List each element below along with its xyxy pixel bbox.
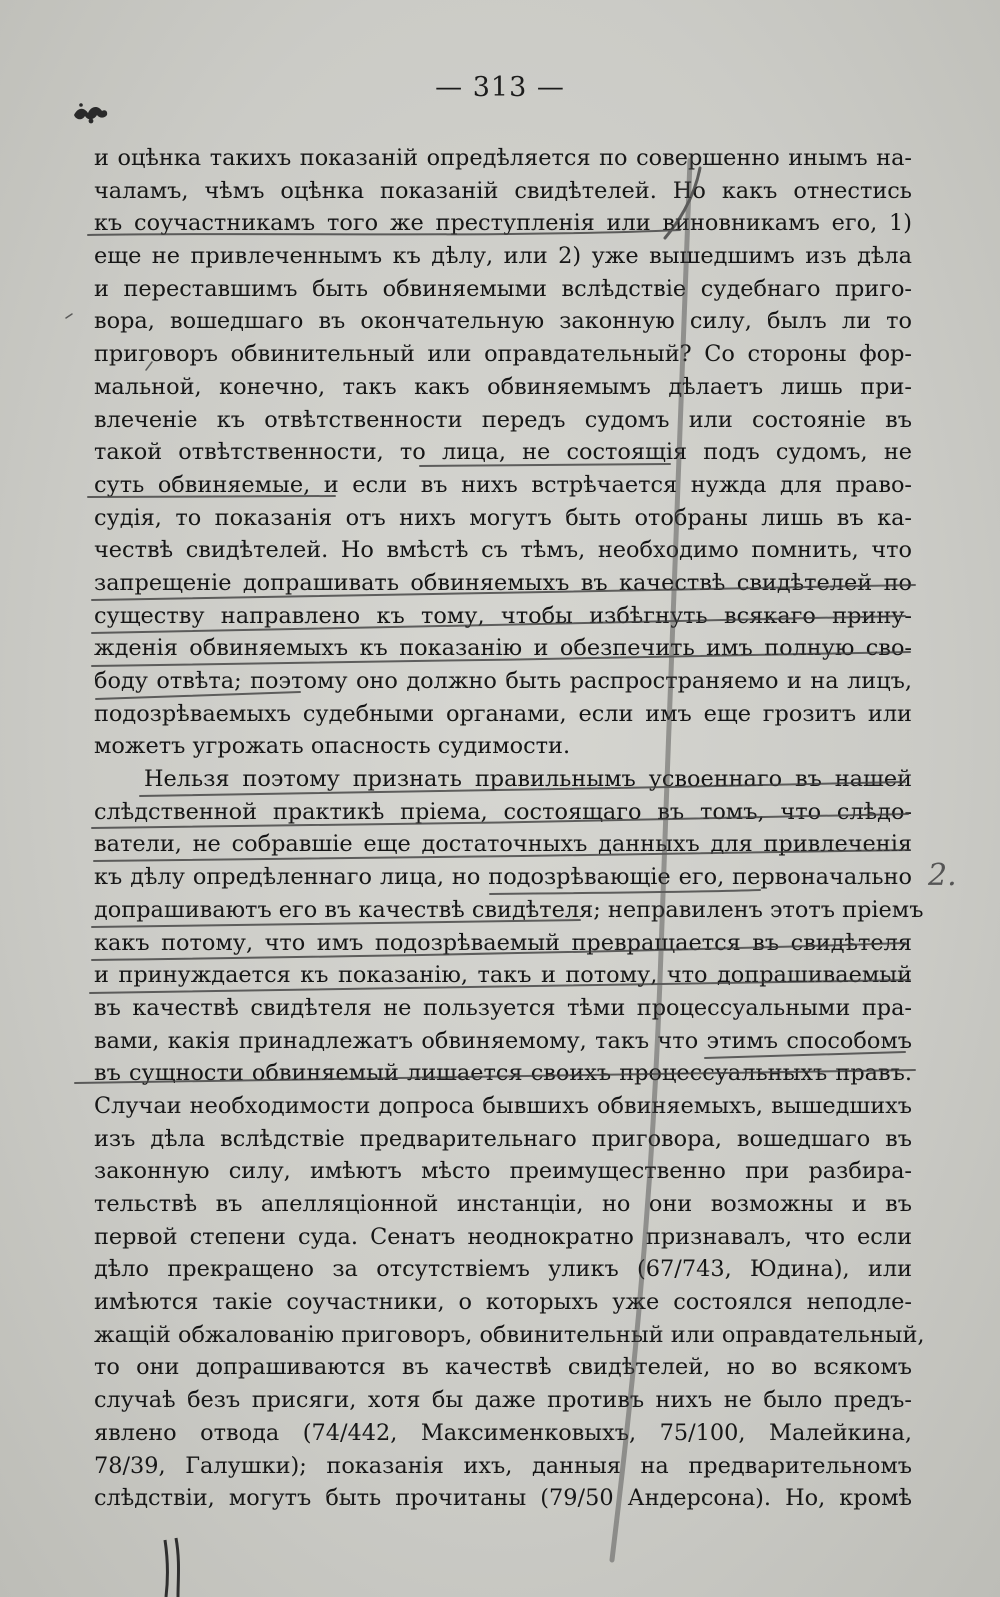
body-text — [94, 142, 925, 1515]
text-line: изъ дѣла вслѣдствіе предварительнаго приговора, вошедшаго въ — [94, 1125, 912, 1152]
text-line: дѣло прекращено за отсутствіемъ уликъ (67/743, Юдина), или — [94, 1256, 912, 1283]
text-line: приговоръ обвинительный или оправдательный? Со стороны фор- — [94, 341, 912, 368]
text-line: вора, вошедшаго въ окончательную законную силу, былъ ли то — [94, 308, 912, 335]
text-line: и оцѣнка такихъ показаній опредѣляется по совершенно инымъ на- — [94, 145, 912, 171]
text-line: слѣдственной практикѣ пріема, состоящаго въ томъ, что слѣдо- — [94, 798, 912, 825]
text-line: тельствѣ въ апелляціонной инстанціи, но они возможны и въ — [94, 1191, 912, 1217]
text-line: къ дѣлу опредѣленнаго лица, но подозрѣвающіе его, первоначально — [94, 864, 912, 891]
text-line: вами, какія принадлежатъ обвиняемому, такъ что этимъ способомъ — [94, 1027, 912, 1054]
text-line: жащій обжалованію приговоръ, обвинительный или оправдательный, — [94, 1321, 925, 1348]
text-line: жденія обвиняемыхъ къ показанію и обезпечить имъ полную сво- — [94, 635, 912, 662]
text-line: суть обвиняемые, и если въ нихъ встрѣчается нужда для право- — [94, 471, 912, 498]
text-line: такой отвѣтственности, то лица, не состоящія подъ судомъ, не — [94, 439, 912, 466]
printer-ornament-icon — [72, 100, 110, 126]
text-line: и переставшимъ быть обвиняемыми вслѣдствіе судебнаго приго- — [94, 275, 912, 302]
text-line: явлено отвода (74/442, Максименковыхъ, 75/100, Малейкина, — [94, 1419, 912, 1446]
text-line: первой степени суда. Сенатъ неоднократно признавалъ, что если — [94, 1223, 912, 1250]
text-line: чаламъ, чѣмъ оцѣнка показаній свидѣтелей. Но какъ отнестись — [94, 177, 912, 204]
text-line: и принуждается къ показанію, такъ и потому, что допрашиваемый — [94, 962, 912, 989]
text-line: судія, то показанія отъ нихъ могутъ быть отобраны лишь въ ка- — [94, 504, 912, 531]
text-line: чествѣ свидѣтелей. Но вмѣстѣ съ тѣмъ, необходимо помнить, что — [94, 537, 912, 564]
text-line: законную силу, имѣютъ мѣсто преимущественно при разбира- — [94, 1158, 912, 1185]
text-line: существу направлено къ тому, чтобы избѣгнуть всякаго прину- — [94, 602, 912, 629]
margin-note: 2. — [928, 858, 957, 893]
text-line: еще не привлеченнымъ къ дѣлу, или 2) уже вышедшимъ изъ дѣла — [94, 243, 912, 270]
text-line: подозрѣваемыхъ судебными органами, если имъ еще грозитъ или — [94, 700, 912, 727]
text-line: то они допрашиваются въ качествѣ свидѣтелей, но во всякомъ — [94, 1354, 912, 1381]
text-line: запрещеніе допрашивать обвиняемыхъ въ качествѣ свидѣтелей по — [94, 569, 912, 596]
text-line: влеченіе къ отвѣтственности передъ судомъ или состояніе въ — [94, 406, 912, 433]
text-line: можетъ угрожать опасность судимости. — [94, 733, 571, 760]
text-line: слѣдствіи, могутъ быть прочитаны (79/50 Андерсона). Но, кромѣ — [94, 1485, 912, 1512]
text-line: какъ потому, что имъ подозрѣваемый превращается въ свидѣтеля — [94, 929, 912, 956]
text-line: въ сущности обвиняемый лишается своихъ процессуальныхъ правъ. — [94, 1060, 912, 1087]
text-line: имѣются такіе соучастники, о которыхъ уже состоялся неподле- — [94, 1289, 912, 1316]
paragraph-start-line: Нельзя поэтому признать правильнымъ усвоеннаго въ нашей — [144, 766, 912, 793]
text-line: боду отвѣта; поэтому оно должно быть распространяемо и на лицъ, — [94, 668, 912, 694]
text-line: къ соучастникамъ того же преступленія или виновникамъ его, 1) — [94, 210, 912, 237]
text-line: ватели, не собравшіе еще достаточныхъ данныхъ для привлеченія — [94, 831, 912, 858]
text-line: Случаи необходимости допроса бывшихъ обвиняемыхъ, вышедшихъ — [94, 1092, 912, 1119]
text-line: случаѣ безъ присяги, хотя бы даже противъ нихъ не было предъ- — [94, 1387, 912, 1414]
text-line: мальной, конечно, такъ какъ обвиняемымъ дѣлаетъ лишь при- — [94, 373, 912, 400]
text-line: 78/39, Галушки); показанія ихъ, данныя на предварительномъ — [94, 1452, 912, 1479]
page-number: — 313 — — [435, 72, 565, 103]
text-line: въ качествѣ свидѣтеля не пользуется тѣми процессуальными пра- — [94, 994, 912, 1021]
text-line: допрашиваютъ его въ качествѣ свидѣтеля; неправиленъ этотъ пріемъ — [94, 896, 924, 923]
